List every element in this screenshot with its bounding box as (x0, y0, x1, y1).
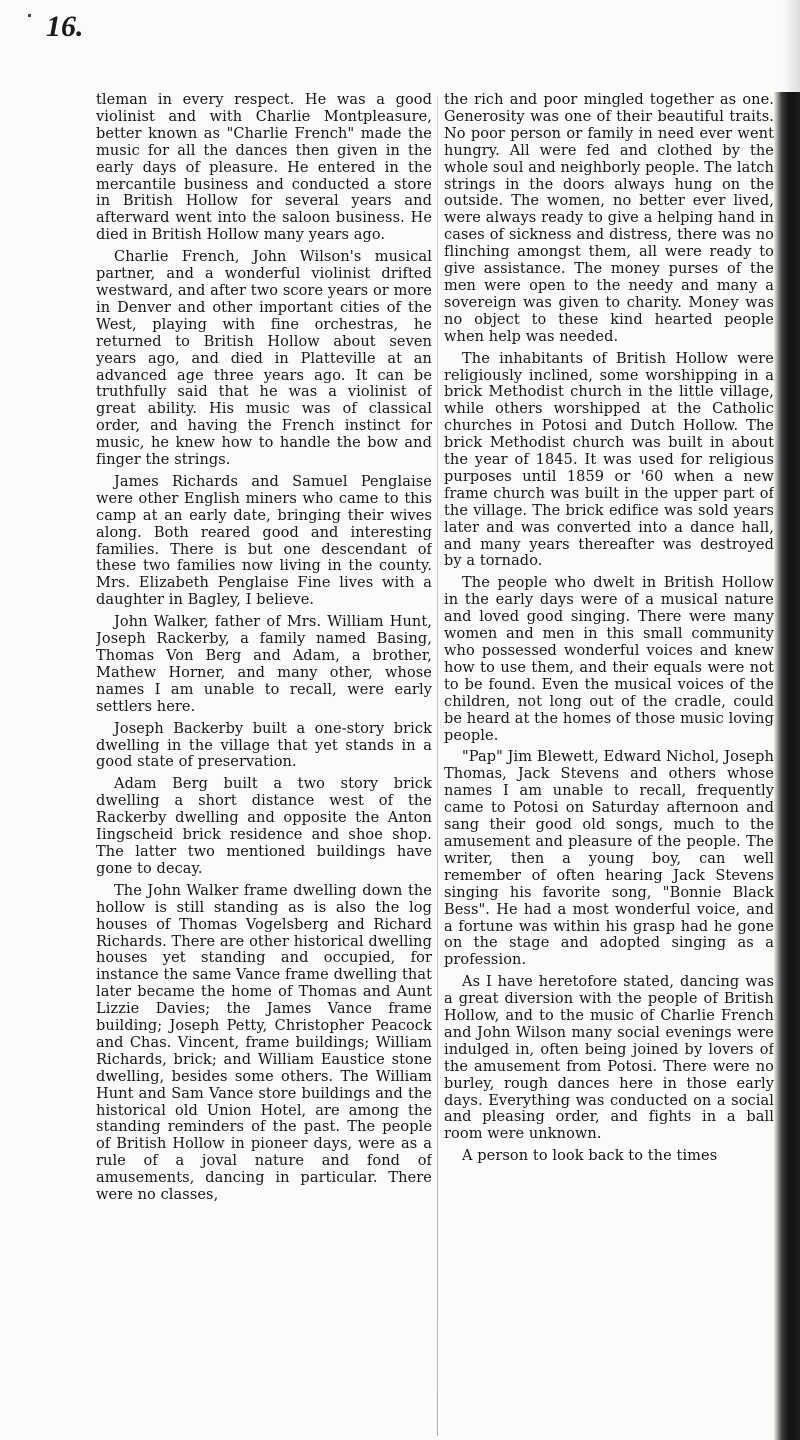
paragraph: the rich and poor mingled together as one. Generosity was one of their beautiful traits. No poor person or family in need ever went hungry. All were fed and clothed by the whole soul and neighborly people. The latch strings in the doors always hung on the outside. The women, no better ever lived, were always ready to give a helping hand in cases of sickness and distress, there was no flinching amongst them, all were ready to give assistance. The money purses of the men were open to the needy and many a sovereign was given to charity. Money was no object to these kind hearted people when help was needed. (444, 92, 774, 345)
paragraph: The John Walker frame dwelling down the hollow is still standing as is also the log houses of Thomas Vogelsberg and Richard Richards. There are other historical dwelling houses yet standing and occupied, for instance the same Vance frame dwelling that later became the home of Thomas and Aunt Lizzie Davies; the James Vance frame building; Joseph Petty, Christopher Peacock and Chas. Vincent, frame buildings; William Richards, brick; and William Eaustice stone dwelling, besides some others. The William Hunt and Sam Vance store buildings and the historical old Union Hotel, are among the standing reminders of the past. The people of British Hollow in pioneer days, were as a rule of a joval nature and fond of amusements, dancing in particular. There were no classes, (96, 882, 432, 1204)
paragraph: Joseph Backerby built a one-story brick dwelling in the village that yet stands in a good state of preservation. (96, 720, 432, 771)
scan-edge-top (772, 0, 800, 92)
paragraph: "Pap" Jim Blewett, Edward Nichol, Joseph Thomas, Jack Stevens and others whose names I am unable to recall, frequently came to Potosi on Saturday afternoon and sang their good old songs, much to the amusement and pleasure of the people. The writer, then a young boy, can well remember of often hearing Jack Stevens singing his favorite song, "Bonnie Black Bess". He had a most wonderful voice, and a fortune was within his grasp had he gone on the stage and adopted singing as a profession. (444, 749, 774, 969)
paragraph: A person to look back to the times (462, 1148, 718, 1165)
scan-edge-shadow (774, 92, 800, 1440)
paragraph: The inhabitants of British Hollow were religiously inclined, some worshipping in a brick Methodist church in the little village, while others worshipped at the Catholic churches in Potosi and Dutch Hollow. The brick Methodist church was built in about the year of 1845. It was used for religious purposes until 1859 or '60 when a new frame church was built in the upper part of the village. The brick edifice was sold years later and was converted into a dance hall, and many years thereafter was destroyed by a tornado. (444, 350, 774, 570)
left-column (96, 92, 432, 1432)
corner-mark (28, 14, 31, 17)
column-divider (437, 96, 438, 1436)
paragraph: John Walker, father of Mrs. William Hunt, Joseph Rackerby, a family named Basing, Thomas Von Berg and Adam, a brother, Mathew Horner, and many other, whose names I am unable to recall, were early settlers here. (96, 614, 432, 715)
page-number: 16. (46, 10, 84, 43)
paragraph: The people who dwelt in British Hollow in the early days were of a musical nature and loved good singing. There were many women and men in this small community who possessed wonderful voices and knew how to use them, and their equals were not to be found. Even the musical voices of the children, not long out of the cradle, could be heard at the homes of those music loving people. (444, 575, 774, 744)
paragraph: Charlie French, John Wilson's musical partner, and a wonderful violinist drifted westward, and after two score years or more in Denver and other important cities of the West, playing with fine orchestras, he returned to British Hollow about seven years ago, and died in Platteville at an advanced age three years ago. It can be truthfully said that he was a violinist of great ability. His music was of classical order, and having the French instinct for music, he knew how to handle the bow and finger the strings. (96, 249, 432, 469)
paragraph: As I have heretofore stated, dancing was a great diversion with the people of British Hollow, and to the music of Charlie French and John Wilson many social evenings were indulged in, often being joined by lovers of the amusement from Potosi. There were no burley, rough dances here in those early days. Everything was conducted on a social and pleasing order, and fights in a ball room were unknown. (444, 974, 774, 1143)
right-column (444, 92, 774, 1432)
paragraph: James Richards and Samuel Penglaise were other English miners who came to this camp at an early date, bringing their wives along. Both reared good and interesting families. There is but one descendant of these two families now living in the county. Mrs. Elizabeth Penglaise Fine lives with a daughter in Bagley, I believe. (96, 473, 432, 609)
paragraph: Adam Berg built a two story brick dwelling a short distance west of the Rackerby dwelling and opposite the Anton Iingscheid brick residence and shoe shop. The latter two mentioned buildings have gone to decay. (96, 776, 432, 877)
paragraph: tleman in every respect. He was a good violinist and with Charlie Montpleasure, better known as "Charlie French" made the music for all the dances then given in the early days of pleasure. He entered in the mercantile business and conducted a store in British Hollow for several years and afterward went into the saloon business. He died in British Hollow many years ago. (96, 92, 432, 244)
